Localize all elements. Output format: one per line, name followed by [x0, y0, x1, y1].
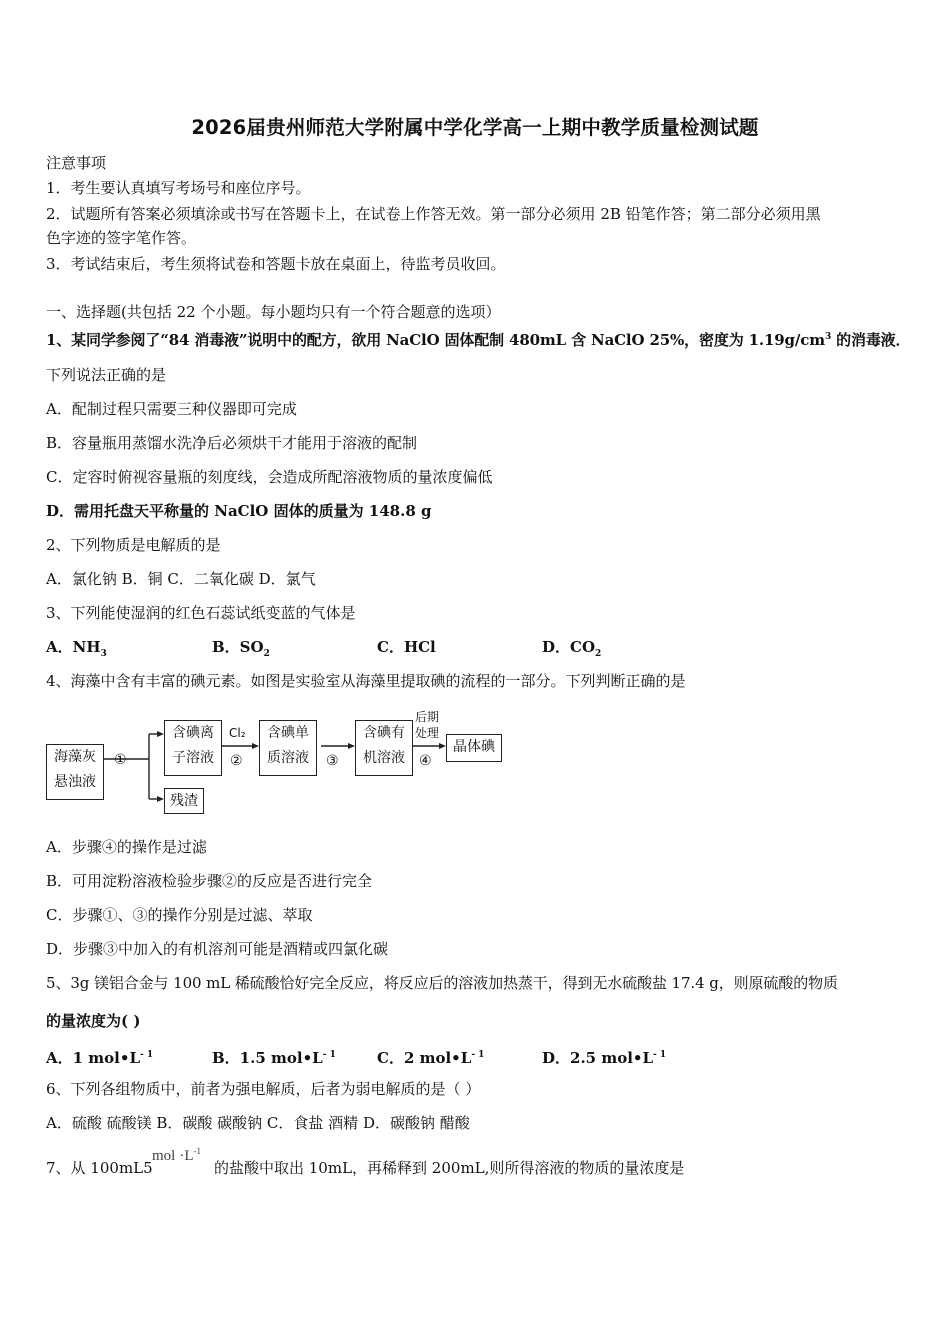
step-4-label: ④ — [419, 753, 432, 769]
question-4-stem: 4、海藻中含有丰富的碘元素。如图是实验室从海藻里提取碘的流程的一部分。下列判断正确的是 — [46, 672, 686, 690]
question-3-stem: 3、下列能使湿润的红色石蕊试纸变蓝的气体是 — [46, 604, 356, 622]
question-1-stem: 1、某同学参阅了“84 消毒液”说明中的配方，欲用 NaClO 固体配制 480mL 含 NaClO 25%，密度为 $1.19g/cm^3$ 的消毒液． — [46, 331, 911, 349]
notice-item: 2．试题所有答案必须填涂或书写在答题卡上，在试卷上作答无效。第一部分必须用 2B 铅笔作答；第二部分必须用黑 — [46, 205, 821, 223]
notice-heading: 注意事项 — [46, 154, 107, 172]
option-d: D．$CO_2$ — [542, 638, 602, 659]
question-7-stem-cont: 的盐酸中取出 10mL，再稀释到 200mL,则所得溶液的物质的量浓度是 — [214, 1159, 685, 1177]
option-c: C．HCl — [377, 638, 436, 656]
option-d: D．步骤③中加入的有机溶剂可能是酒精或四氯化碳 — [46, 940, 389, 958]
option-a: A．步骤④的操作是过滤 — [46, 838, 207, 856]
notice-item: 色字迹的签字笔作答。 — [46, 229, 197, 247]
question-1-stem-cont: 下列说法正确的是 — [46, 366, 167, 384]
notice-item: 1．考生要认真填写考场号和座位序号。 — [46, 179, 311, 197]
iodine-extraction-flowchart — [44, 704, 514, 816]
question-5-stem-cont: 的量浓度为( ) — [46, 1012, 141, 1030]
seaweed-ash-suspension-box: 海藻灰 悬浊液 — [46, 744, 104, 800]
option-c: C．2 $mol•L^{- 1}$ — [377, 1049, 485, 1067]
question-7-stem: 7、从 100mL5 — [46, 1159, 153, 1177]
option-a: A．$NH_3$ — [46, 638, 107, 659]
question-6-stem: 6、下列各组物质中，前者为强电解质，后者为弱电解质的是（ ） — [46, 1080, 481, 1098]
option-a: A．1 $mol•L^{- 1}$ — [46, 1049, 154, 1067]
option-b: B．可用淀粉溶液检验步骤②的反应是否进行完全 — [46, 872, 373, 890]
question-6-options: A．硫酸 硫酸镁 B．碳酸 碳酸钠 C．食盐 酒精 D．碳酸钠 醋酸 — [46, 1114, 470, 1132]
option-b: B．1.5 $mol•L^{- 1}$ — [212, 1049, 336, 1067]
option-a: A．配制过程只需要三种仪器即可完成 — [46, 400, 297, 418]
organic-iodine-solution-box: 含碘有 机溶液 — [355, 720, 413, 776]
page-title: 2026届贵州师范大学附属中学化学高一上期中教学质量检测试题 — [191, 116, 759, 139]
later-treatment-label: 后期 — [415, 710, 440, 724]
option-d: D．需用托盘天平称量的 NaClO 固体的质量为 148.8 g — [46, 502, 432, 520]
step-3-label: ③ — [326, 753, 339, 769]
residue-box: 残渣 — [164, 788, 204, 814]
question-5-stem: 5、3g 镁铝合金与 100 mL 稀硫酸恰好完全反应，将反应后的溶液加热蒸干，得到无水硫酸盐 17.4 g，则原硫酸的物质 — [46, 974, 838, 992]
step-1-label: ① — [114, 752, 127, 768]
option-c: C．定容时俯视容量瓶的刻度线，会造成所配溶液物质的量浓度偏低 — [46, 468, 493, 486]
iodide-solution-box: 含碘离 子溶液 — [164, 720, 222, 776]
step-2-label: ② — [230, 753, 243, 769]
iodine-solution-box: 含碘单 质溶液 — [259, 720, 317, 776]
option-d: D．2.5 $mol•L^{- 1}$ — [542, 1049, 667, 1067]
question-2-options: A．氯化钠 B．铜 C．二氧化碳 D．氯气 — [46, 570, 316, 588]
section-heading: 一、选择题(共包括 22 个小题。每小题均只有一个符合题意的选项） — [46, 303, 501, 321]
question-2-stem: 2、下列物质是电解质的是 — [46, 536, 221, 554]
unit-image: mol $\cdot L^{-1}$ — [152, 1146, 202, 1164]
notice-item: 3．考试结束后，考生须将试卷和答题卡放在桌面上，待监考员收回。 — [46, 255, 506, 273]
later-treatment-label: 处理 — [415, 726, 440, 740]
option-c: C．步骤①、③的操作分别是过滤、萃取 — [46, 906, 313, 924]
option-b: B．容量瓶用蒸馏水洗净后必须烘干才能用于溶液的配制 — [46, 434, 418, 452]
option-b: B．$SO_2$ — [212, 638, 270, 659]
chlorine-label: Cl₂ — [229, 726, 246, 740]
crystal-iodine-box: 晶体碘 — [446, 734, 502, 762]
